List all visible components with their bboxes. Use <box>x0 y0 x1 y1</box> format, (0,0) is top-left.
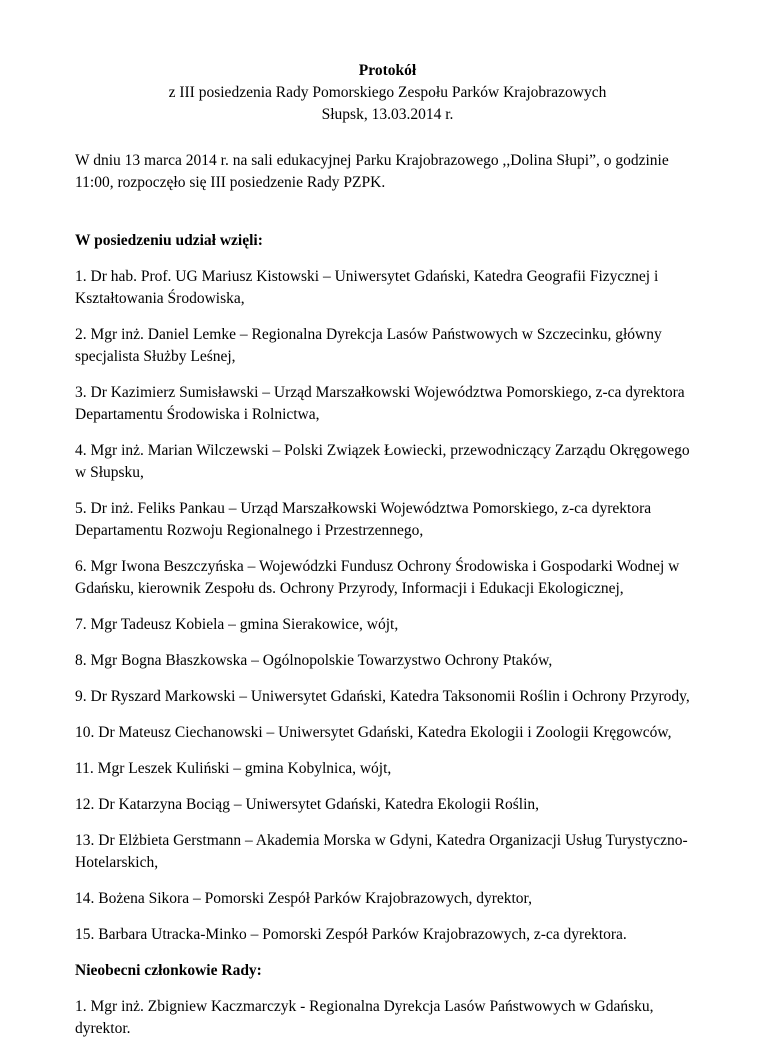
list-item: 14. Bożena Sikora – Pomorski Zespół Parków Krajobrazowych, dyrektor, <box>75 890 532 907</box>
participants-heading: W posiedzeniu udział wzięli: <box>75 232 263 249</box>
list-item: 10. Dr Mateusz Ciechanowski – Uniwersytet Gdański, Katedra Ekologii i Zoologii Kręgowców, <box>75 724 672 741</box>
list-item: 5. Dr inż. Feliks Pankau – Urząd Marszałkowski Województwa Pomorskiego, z-ca dyrektora Departamentu Rozwoju Regionalnego i Przestrzennego, <box>75 500 652 539</box>
absent-list <box>75 996 700 1040</box>
list-item: 13. Dr Elżbieta Gerstmann – Akademia Morska w Gdyni, Katedra Organizacji Usług Turystyczno-Hotelarskich, <box>75 832 688 871</box>
absent-heading: Nieobecni członkowie Rady: <box>75 962 262 979</box>
list-item: 12. Dr Katarzyna Bociąg – Uniwersytet Gdański, Katedra Ekologii Roślin, <box>75 796 540 813</box>
list-item: 1. Mgr inż. Zbigniew Kaczmarczyk - Regionalna Dyrekcja Lasów Państwowych w Gdańsku, dyrektor. <box>75 998 654 1037</box>
list-item: 1. Dr hab. Prof. UG Mariusz Kistowski – Uniwersytet Gdański, Katedra Geografii Fizycznej i Kształtowania Środowiska, <box>75 268 659 307</box>
document-subtitle: z III posiedzenia Rady Pomorskiego Zespołu Parków Krajobrazowych <box>168 84 607 101</box>
intro-paragraph: W dniu 13 marca 2014 r. na sali edukacyjnej Parku Krajobrazowego ,,Dolina Słupi”, o godzinie 11:00, rozpoczęło się III posiedzenie Rady PZPK. <box>75 152 669 191</box>
document-title: Protokół <box>358 62 417 79</box>
list-item: 2. Mgr inż. Daniel Lemke – Regionalna Dyrekcja Lasów Państwowych w Szczecinku, główny specjalista Służby Leśnej, <box>75 326 662 365</box>
list-item: 6. Mgr Iwona Beszczyńska – Wojewódzki Fundusz Ochrony Środowiska i Gospodarki Wodnej w Gdańsku, kierownik Zespołu ds. Ochrony Przyrody, Informacji i Edukacji Ekologicznej, <box>75 558 680 597</box>
list-item: 9. Dr Ryszard Markowski – Uniwersytet Gdański, Katedra Taksonomii Roślin i Ochrony Przyrody, <box>75 688 690 705</box>
list-item: 15. Barbara Utracka-Minko – Pomorski Zespół Parków Krajobrazowych, z-ca dyrektora. <box>75 926 627 943</box>
list-item: 8. Mgr Bogna Błaszkowska – Ogólnopolskie Towarzystwo Ochrony Ptaków, <box>75 652 553 669</box>
list-item: 3. Dr Kazimierz Sumisławski – Urząd Marszałkowski Województwa Pomorskiego, z-ca dyrektora Departamentu Środowiska i Rolnictwa, <box>75 384 685 423</box>
document-place-date: Słupsk, 13.03.2014 r. <box>321 106 454 123</box>
list-item: 7. Mgr Tadeusz Kobiela – gmina Sierakowice, wójt, <box>75 616 399 633</box>
list-item: 4. Mgr inż. Marian Wilczewski – Polski Związek Łowiecki, przewodniczący Zarządu Okręgowego w Słupsku, <box>75 442 690 481</box>
document-header <box>75 60 700 126</box>
document-page <box>75 60 700 1040</box>
list-item: 11. Mgr Leszek Kuliński – gmina Kobylnica, wójt, <box>75 760 392 777</box>
participants-list <box>75 266 700 946</box>
